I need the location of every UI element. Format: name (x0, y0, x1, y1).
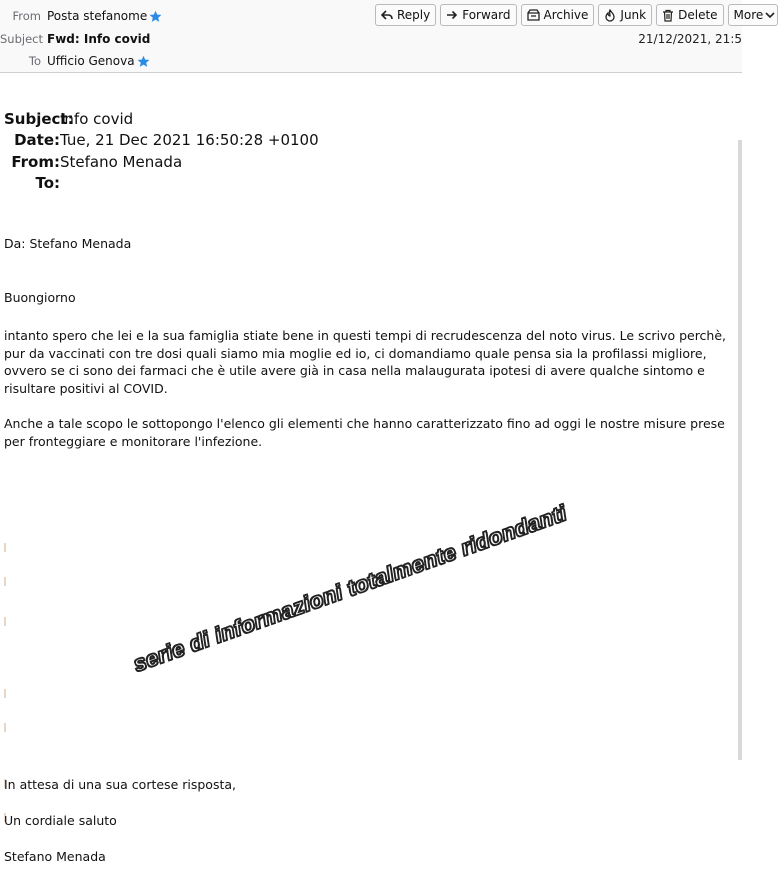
fwd-date-value: Tue, 21 Dec 2021 16:50:28 +0100 (60, 131, 319, 149)
signature-line: Stefano Menada (4, 849, 106, 864)
to-name[interactable]: Ufficio Genova (47, 54, 135, 68)
star-icon[interactable] (149, 10, 162, 23)
fwd-date-row (4, 130, 319, 150)
redaction-overlay-text: serie di informazioni totalmente ridondanti (130, 500, 570, 677)
archive-icon (527, 9, 540, 21)
more-label: More (733, 8, 764, 22)
to-row (0, 51, 150, 71)
fwd-subject-value: Info covid (60, 110, 134, 128)
more-button[interactable] (728, 4, 778, 26)
paragraph-1: intanto spero che lei e la sua famiglia stiate bene in questi tempi di recrudescenza del noto virus. Le scrivo perchè, pur da vaccinati con tre dosi quali siamo mia moglie ed io, ci domandiamo quale pensa sia la profilassi migliore, ovvero se ci sono dei farmaci che è utile avere già in casa nella malaugurata ipotesi di avere qualche sintomo e risultare positivi al COVID. (4, 328, 727, 396)
delete-button[interactable] (656, 4, 723, 26)
greeting-row (4, 289, 732, 307)
paragraph-2: Anche a tale scopo le sottopongo l'elenco gli elementi che hanno caratterizzato fino ad oggi le nostre misure prese per fronteggiare e monitorare l'infezione. (4, 416, 725, 449)
message-header (0, 0, 764, 73)
delete-label: Delete (678, 8, 718, 22)
fwd-to-label: To: (35, 174, 60, 192)
fwd-subject-label: Subject: (4, 110, 74, 128)
greeting: Buongiorno (4, 290, 76, 305)
forward-label: Forward (462, 8, 511, 22)
fwd-subject-row (4, 109, 133, 129)
junk-label: Junk (620, 8, 647, 22)
fwd-from-value: Stefano Menada (60, 153, 183, 171)
reply-icon (381, 9, 393, 21)
chevron-down-icon (765, 11, 775, 19)
reply-label: Reply (397, 8, 431, 22)
junk-button[interactable] (598, 4, 652, 26)
fwd-date-label: Date: (14, 131, 60, 149)
archive-label: Archive (543, 8, 589, 22)
salutation-line: Un cordiale saluto (4, 813, 117, 828)
reply-button[interactable] (375, 4, 436, 26)
fire-icon (604, 9, 616, 22)
message-date: 21/12/2021, 21:5 (638, 32, 742, 46)
star-icon[interactable] (137, 55, 150, 68)
forward-icon (446, 9, 458, 21)
message-toolbar (375, 4, 778, 26)
from-label: From (12, 9, 41, 23)
message-body (0, 73, 742, 871)
from-name[interactable]: Posta stefanome (47, 9, 148, 23)
subject-row (0, 29, 150, 49)
closing-line: In attesa di una sua cortese risposta, (4, 777, 236, 792)
from-row (0, 6, 162, 26)
to-value[interactable] (47, 54, 150, 68)
to-label: To (28, 54, 41, 68)
da-line: Da: Stefano Menada (4, 236, 132, 251)
subject-value: Fwd: Info covid (47, 32, 151, 46)
fwd-to-row (4, 173, 60, 193)
vertical-scrollbar[interactable] (738, 140, 742, 760)
from-value[interactable] (47, 9, 162, 23)
trash-icon (662, 9, 674, 22)
forward-button[interactable] (440, 4, 516, 26)
archive-button[interactable] (521, 4, 595, 26)
fwd-from-row (4, 152, 182, 172)
subject-label: Subject (0, 32, 43, 46)
fwd-from-label: From: (11, 153, 60, 171)
